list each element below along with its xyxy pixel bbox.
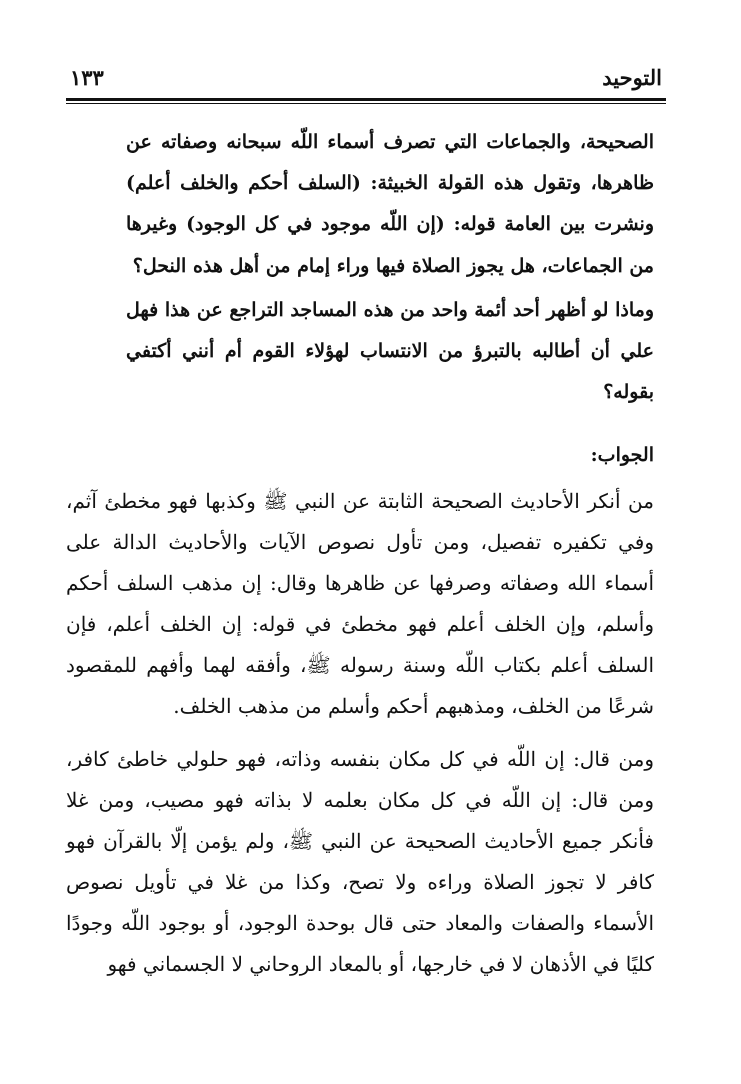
running-title: التوحيد [602, 65, 662, 90]
answer-heading: الجواب: [590, 444, 654, 467]
document-page [66, 56, 666, 985]
page-header [66, 56, 666, 90]
header-rule-thin [66, 103, 666, 104]
answer-paragraph-1: من أنكر الأحاديث الصحيحة الثابتة عن النبي ﷺ وكذبها فهو مخطئ آثم، وفي تكفيره تفصيل، ومن تأول نصوص الآيات والأحاديث الدالة على أسماء الله وصفاته وصرفها عن ظاهرها وقال: إن مذهب السلف أحكم وأسلم، وإن الخلف أعلم فهو مخطئ في قوله: إن الخلف أعلم، فإن السلف أعلم بكتاب اللّه وسنة رسوله ﷺ، وأفقه لهما وأفهم للمقصود شرعًا من الخلف، ومذهبهم أحكم وأسلم من مذهب الخلف. [66, 489, 654, 719]
question-paragraph-2: وماذا لو أظهر أحد أئمة واحد من هذه المساجد التراجع عن هذا فهل علي أن أطالبه بالتبرؤ من الانتساب لهؤلاء القوم أم أنني أكتفي بقوله؟ [126, 298, 654, 404]
answer-block [66, 481, 654, 985]
question-paragraph-1: الصحيحة، والجماعات التي تصرف أسماء اللّه سبحانه وصفاته عن ظاهرها، وتقول هذه القولة الخبيثة: (السلف أحكم والخلف أعلم) ونشرت بين العامة قوله: (إن اللّه موجود في كل الوجود) وغيرها من الجماعات، هل يجوز الصلاة فيها وراء إمام من أهل هذه النحل؟ [126, 131, 654, 277]
answer-paragraph-2: ومن قال: إن اللّه في كل مكان بنفسه وذاته، فهو حلولي خاطئ كافر، ومن قال: إن اللّه في كل مكان بعلمه لا بذاته فهو مصيب، ومن غلا فأنكر جميع الأحاديث الصحيحة عن النبي ﷺ، ولم يؤمن إلّا بالقرآن فهو كافر لا تجوز الصلاة وراءه ولا تصح، وكذا من غلا في تأويل نصوص الأسماء والصفات والمعاد حتى قال بوحدة الوجود، أو بوجود اللّه وجودًا كليًا في الأذهان لا في خارجها، أو بالمعاد الروحاني لا الجسماني فهو [66, 747, 654, 977]
header-rule-thick [66, 98, 666, 101]
question-block [126, 122, 654, 413]
page-number: ١٣٣ [70, 65, 104, 90]
